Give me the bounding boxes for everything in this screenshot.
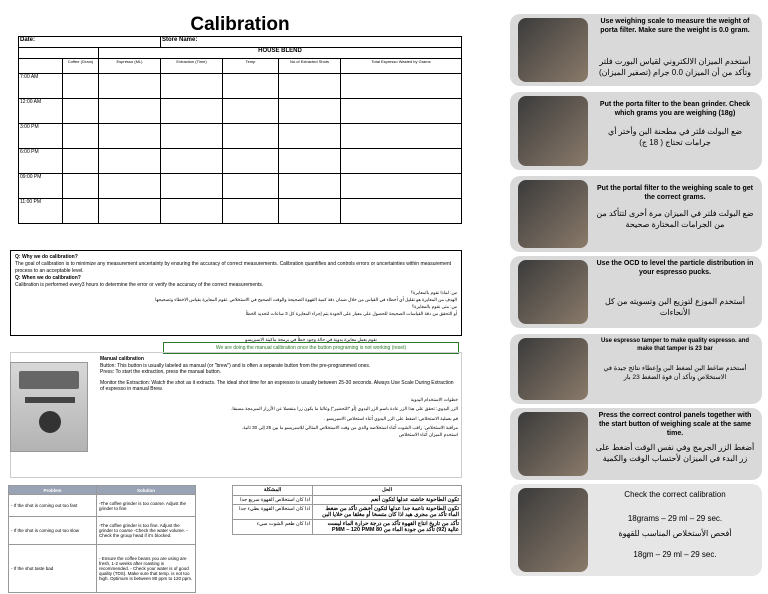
step-photo <box>518 488 588 572</box>
a1: The goal of calibration is to minimize any measurement uncertainty by ensuring the accuracy of correct measurements. Calibration quantifies and controls errors or uncertainties within measurement process to an acceptable level. <box>15 261 452 274</box>
manual-note-box: We are doing the manual calibration once the button programing is not working (reset) <box>163 342 459 354</box>
problem-cell: - If the shot is coming out too slow <box>9 517 97 545</box>
ar-solution-cell: تأكد من تاريخ انتاج القهوة تأكد من درجة حرارة الماء ليست عالية (92) تأكد من جودة الماء من 80 PMM – 120 PMM <box>313 520 462 535</box>
step-en-text: Use weighing scale to measure the weight of porta filter. Make sure the weight is 0.0 gram. <box>600 18 750 34</box>
problem-cell: - If the shot is coming out too fast <box>9 495 97 517</box>
step-ar-text: أستخدم الميزان الالكتروني لقياس البورت فلتر وتأكد من أن الميزان 0.0 جرام (تصفير الميزان) <box>598 57 751 77</box>
store-label: Store Name: <box>161 37 462 48</box>
ar-solution-cell: تكون الطاحونة خاشنه عدلها لتكون أنعم <box>313 496 462 505</box>
q1: Q: Why we do calibration? <box>15 254 78 260</box>
time-row-label: 3:00 PM <box>19 124 63 149</box>
step-photo <box>518 338 588 400</box>
manual-ar-heading: خطوات الاستخدام اليدوية <box>410 396 458 402</box>
step-en-text: Put the portal filter to the weighing scale to get the correct grams. <box>597 185 753 201</box>
step-photo <box>518 96 588 166</box>
ar-a1: الهدف من المعايرة هو تقليل أي أخطاء في القياس من خلال ضمان دقة كمية القهوة الصحيحة والوقت الصحيح في الاستخلاص .تقوم المعايرة بقياس الاخطاء وتصحيحها <box>155 297 457 302</box>
step-en-text: Put the porta filter to the bean grinder. Check which grams you are weighing (18g) <box>599 101 751 117</box>
final-line1: 18grams – 29 ml – 29 sec. <box>627 514 723 523</box>
step-card <box>510 92 762 170</box>
manual-ar-bullet: مراقبة الاستخلاص: راقب الشوت أثناء استخلاصه والذي من وقت الاستخلاص المثالي للاسبريسو ما بين 25 إلى 30 ثانية. <box>242 425 458 430</box>
time-row-label: 11:00 PM <box>19 199 63 224</box>
manual-ar-bullet: استخدم الميزان أثناء الاستخلاص <box>398 431 458 437</box>
step-ar-text: ضع البولت فلتر في الميزان مرة أخرى لتتأكد من من الجرامات المختارة صحيحة <box>596 209 754 229</box>
step-card <box>510 14 762 86</box>
calibration-log-table <box>18 36 462 224</box>
time-row-label: 09:00 PM <box>19 174 63 199</box>
ar-problem-cell: اذا كان استخلاص القهوة بطيء جدا <box>233 505 313 520</box>
time-row-label: 7:00 AM <box>19 74 63 99</box>
step-photo <box>518 260 588 324</box>
time-row-label: 6:00 PM <box>19 149 63 174</box>
ar-problem-header: المشكلة <box>233 486 313 496</box>
step-ar-text: ضع البولت فلتر في مطحنة البن وأختر أي جرامات تحتاج ( 18 ج) <box>607 127 743 147</box>
ar-solution-cell: تكون الطاحونة ناعمة جدا عدلها لتكون أخشن تأكد من ضغط الماء تأكد من مجرى هيد اذا كان متسخا أو مغلقا من خلايا البن <box>313 505 462 520</box>
step-ar-text: أضغط الزر الجرمج وفي نفس الوقت أضغط على زر البدء في الميزان لأحتساب الوقت والكمية <box>595 443 755 463</box>
a2: Calibration is performed every3 hours to determine the error or verify the accuracy of the correct measurements. <box>15 282 264 288</box>
final-line2: 18gm – 29 ml – 29 sec. <box>633 550 717 559</box>
problem-cell: - If the shot taste bad <box>9 545 97 593</box>
date-label: Date: <box>19 37 161 48</box>
time-row-label: 12:00 AM <box>19 99 63 124</box>
step-photo <box>518 412 588 476</box>
step-card <box>510 408 762 480</box>
q2: Q: When we do calibration? <box>15 275 81 281</box>
manual-ar-bullet: الزر اليدوي: تحقق على هذا الزر عادة باسم الزر اليدوي (أو "التحضير") وغالبا ما يكون زرا منفصلا عن الأزرار المبرمجة مسبقا. <box>231 406 458 411</box>
problem-solution-table <box>8 485 196 593</box>
manual-monitor-text: Monitor the Extraction: Watch the shot as it extracts. The ideal shot time for an espresso is usually between 25-30 seconds. Always Use Scale During Extraction of espresso in manual Brew. <box>100 379 454 392</box>
col-extraction: Extraction (Time) <box>161 59 223 74</box>
col-espresso: Espresso (ML) <box>99 59 161 74</box>
solution-header: Solution <box>97 486 196 495</box>
step-ar-text: أستخدم ضاغط البن لضغط البن وإعطاء نتائج جيدة في الاستخلاص وتأكد أن قوة الضغط 23 بار <box>603 365 747 381</box>
ar-problem-cell: اذا كان طعم الشوت سيء <box>233 520 313 535</box>
ar-solution-header: الحل <box>313 486 462 496</box>
ar-q1: س: لماذا نقوم بالمعايرة؟ <box>410 290 457 295</box>
solution-cell: -The coffee grinder is too coarse. Adjust the grinder to fine <box>97 495 196 517</box>
ar-a2: أو التحقق من دقة القياسات الصحيحة للحصول على معيار على الجودة يتم إجراء المعايرة كل 3 ساعات لتحديد الخطأ <box>245 311 457 316</box>
final-title: Check the correct calibration <box>624 490 726 499</box>
step-en-text: Use espresso tamper to make quality espresso. and make that tamper is 23 bar <box>600 338 750 352</box>
manual-ar-bullet: قم بعملية الاستخلاص: اضغط على الزر اليدوي أثناء استخلاص الاسبريسو . <box>324 415 458 421</box>
step-photo <box>518 18 588 82</box>
problem-header: Problem <box>9 486 97 495</box>
page-title: Calibration <box>190 14 290 35</box>
col-temp: Temp <box>223 59 279 74</box>
col-coffee: Coffee (Gram) <box>63 59 99 74</box>
manual-button-text: Button: This button is usually labeled as manual (or "brew") and is often a separate button from the pre-programmed ones. <box>100 362 371 369</box>
final-ar: أفحص الأستخلاص المناسب للقهوة <box>618 529 732 538</box>
arabic-problem-table <box>232 485 462 535</box>
ar-q2: س: متى نقوم بالمعايرة؟ <box>411 304 457 309</box>
final-check-card <box>510 484 762 576</box>
solution-cell: - Ensure the coffee beans you are using are fresh, 1-2 weeks after roasting is recommended. - Check your water is of good quality (TDS). Make sure that temp. is not too high. Optimum is between 80 ppm to 120 ppm. <box>97 545 196 593</box>
step-card <box>510 176 762 252</box>
ar-problem-cell: اذا كان استخلاص القهوة سريع جدا <box>233 496 313 505</box>
step-photo <box>518 180 588 248</box>
col-wasted: Total Espresso Wasted by Grams <box>341 59 462 74</box>
qa-section <box>10 250 462 336</box>
step-card <box>510 334 762 404</box>
step-en-text: Press the correct control panels together with the start button of weighing scale at the same time. <box>598 412 752 437</box>
house-blend-label: HOUSE BLEND <box>99 48 462 59</box>
manual-heading: Manual calibration <box>100 356 144 362</box>
solution-cell: -The coffee grinder is too fine. Adjust the grinder to coarse -Check the water volume. -Check the group head if it's blocked. <box>97 517 196 545</box>
manual-ar-note: نقوم بعمل معايرة يدوية في حالة وجود خطأ في برمجة ماكينة الاسبريسو <box>245 337 377 342</box>
col-shots: No.of Extracted Shots <box>279 59 341 74</box>
step-card <box>510 256 762 328</box>
step-ar-text: أستخدم الموزع لتوزيع البن وتسويته من كل الأنحاءات <box>604 297 746 317</box>
espresso-machine-image <box>10 362 88 452</box>
manual-press-text: Press: To start the extraction, press the manual button. <box>100 369 222 375</box>
manual-text <box>100 356 458 438</box>
step-en-text: Use the OCD to level the particle distribution in your espresso pucks. <box>596 260 754 276</box>
